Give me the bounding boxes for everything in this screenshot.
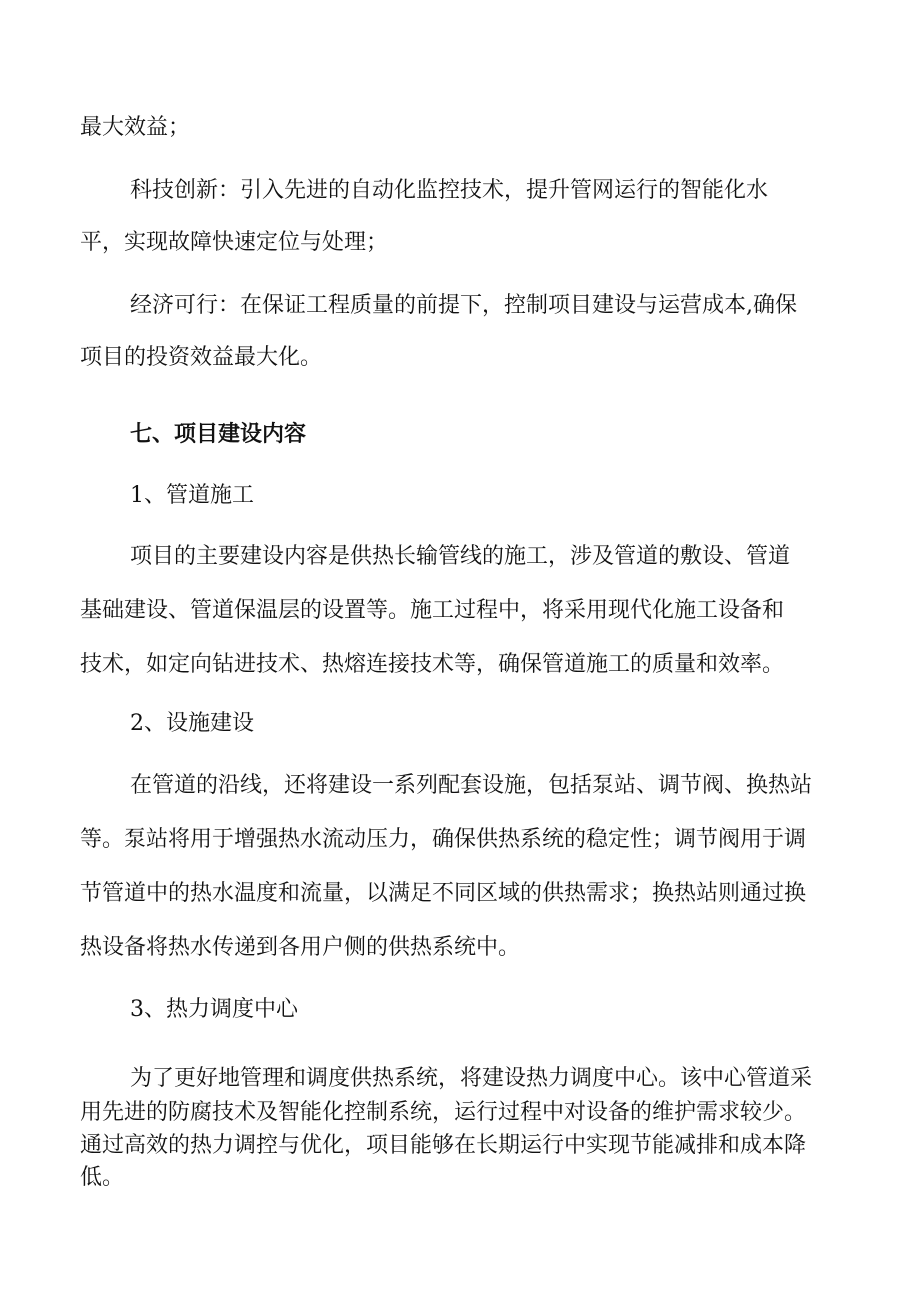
paragraph-line: 为了更好地管理和调度供热系统，将建设热力调度中心。该中心管道采 bbox=[130, 1066, 813, 1091]
paragraph-line: 通过高效的热力调控与优化，项目能够在长期运行中实现节能减排和成本降 bbox=[80, 1133, 807, 1158]
paragraph-line: 在管道的沿线，还将建设一系列配套设施，包括泵站、调节阀、换热站 bbox=[130, 773, 813, 798]
paragraph-line: 科技创新：引入先进的自动化监控技术，提升管网运行的智能化水 bbox=[130, 178, 769, 203]
paragraph-line: 用先进的防腐技术及智能化控制系统，运行过程中对设备的维护需求较少。 bbox=[80, 1100, 807, 1125]
paragraph-line: 经济可行：在保证工程质量的前提下，控制项目建设与运营成本,确保 bbox=[130, 293, 797, 318]
subsection-heading: 3、热力调度中心 bbox=[130, 997, 298, 1022]
paragraph-line: 平，实现故障快速定位与处理； bbox=[80, 230, 389, 255]
paragraph-line: 热设备将热水传递到各用户侧的供热系统中。 bbox=[80, 935, 521, 960]
paragraph-line: 技术，如定向钻进技术、热熔连接技术等，确保管道施工的质量和效率。 bbox=[80, 652, 785, 677]
section-heading: 七、项目建设内容 bbox=[130, 421, 307, 447]
subsection-heading: 2、设施建设 bbox=[130, 711, 254, 736]
paragraph-line: 项目的主要建设内容是供热长输管线的施工，涉及管道的敷设、管道 bbox=[130, 544, 791, 569]
paragraph-line: 节管道中的热水温度和流量，以满足不同区域的供热需求；换热站则通过换 bbox=[80, 881, 807, 906]
subsection-heading: 1、管道施工 bbox=[130, 483, 254, 508]
paragraph-line: 项目的投资效益最大化。 bbox=[80, 345, 323, 370]
paragraph-line: 等。泵站将用于增强热水流动压力，确保供热系统的稳定性；调节阀用于调 bbox=[80, 827, 807, 852]
paragraph-line: 低。 bbox=[80, 1165, 125, 1190]
paragraph-line: 基础建设、管道保温层的设置等。施工过程中，将采用现代化施工设备和 bbox=[80, 598, 785, 623]
paragraph-line: 最大效益； bbox=[80, 115, 191, 140]
